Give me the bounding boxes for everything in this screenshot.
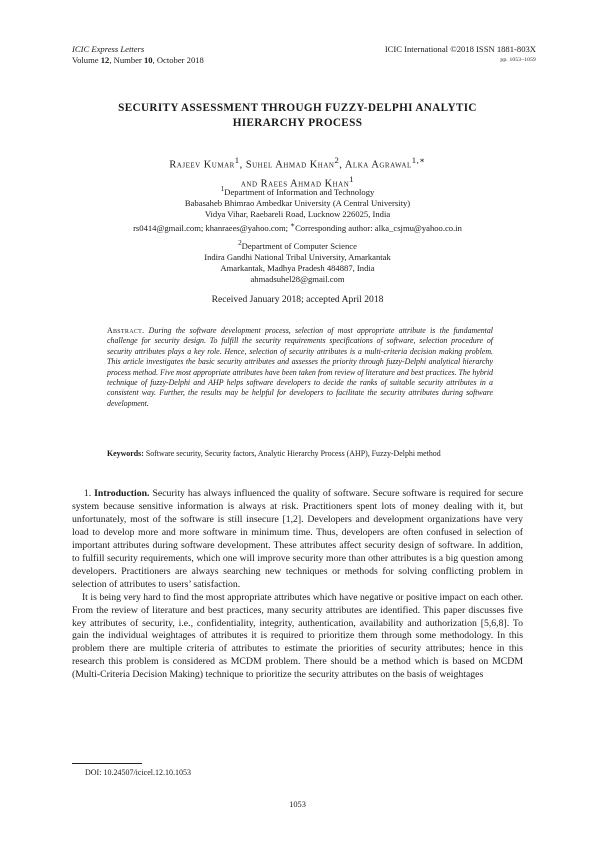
introduction-section xyxy=(72,488,523,682)
running-header-left xyxy=(72,44,204,65)
copyright-issn: ICIC International ©2018 ISSN 1881-803X xyxy=(384,44,536,54)
abstract xyxy=(107,326,493,409)
paper-title: SECURITY ASSESSMENT THROUGH FUZZY-DELPHI ANALYTIC HIERARCHY PROCESS xyxy=(118,102,477,129)
keywords-text: Software security, Security factors, Analytic Hierarchy Process (AHP), Fuzzy-Delphi method xyxy=(145,449,441,458)
author-affiliation-mark: 2 xyxy=(334,155,340,165)
address: Amarkantak, Madhya Pradesh 484887, India xyxy=(220,263,375,274)
affiliation-block: $^1$Department of Information and Technology Babasaheb Bhimrao Ambedkar University (A Central University) Vidya Vihar, Raebareli Road, Lucknow 226025, India rs0414@gmail.com; khanraees@yahoo.com; ∗Corresponding author: alka_csjmu@yahoo.co.in xyxy=(60,184,535,235)
address: Vidya Vihar, Raebareli Road, Lucknow 226025, India xyxy=(204,209,391,220)
received-date: Received January 2018; accepted April 2018 xyxy=(211,294,384,305)
corresponding-author: Corresponding author: alka_csjmu@yahoo.co.in xyxy=(295,223,462,234)
author-name: Alka Agrawal xyxy=(344,159,412,171)
volume-info: Volume 12, Number 10, October 2018 xyxy=(72,54,204,65)
author-name: Raees Ahmad Khan xyxy=(260,178,350,190)
author-email: ahmadsuhel28@gmail.com xyxy=(250,274,345,285)
author-affiliation-mark: 1 xyxy=(234,155,240,165)
paragraph: It is being very hard to find the most appropriate attributes which have negative or positive impact on each other. From the review of literature and best practices, many security attributes are identified. This paper discusses five key attributes of security, i.e., confidentiality, integrity, authentication, availability and authorization [5,6,8]. To gain the individual weightages of attributes it is required to prioritize them through some methodology. In this problem there are multiple criteria of attributes to estimate the priorities of security attributes; hence in this research this problem is considered as MCDM problem. There should be a method which is based on MCDM (Multi-Criteria Decision Making) technique to prioritize the security attributes on the basis of weightages xyxy=(72,591,524,681)
doi: DOI: 10.24507/icicel.12.10.1053 xyxy=(85,768,191,777)
section-number: 1. xyxy=(83,488,92,499)
footnote-rule xyxy=(72,763,142,764)
running-header-right xyxy=(385,44,536,65)
journal-name: ICIC Express Letters xyxy=(72,44,145,54)
volume-number: 12 xyxy=(100,54,110,65)
author-affiliation-mark: 1 xyxy=(349,174,355,185)
department: Department of Information and Technology xyxy=(224,186,375,197)
affiliation-block: $^2$Department of Computer Science Indira Gandhi National Tribal University, Amarkantak Amarkantak, Madhya Pradesh 484887, India ahmadsuhel28@gmail.com xyxy=(60,238,535,286)
section-heading: Introduction. xyxy=(94,488,150,499)
paragraph: 1. Introduction. Security has always influenced the quality of software. Secure software is required for secure system because sensitive information is always at risk. Practitioners spent lots of money dealing with it, but unfortunately, most of the software is still insecure [1,2]. Developers and development organizations have very load to develop more and more software in minimum time. Thus, developers are often confused in selection of important attributes during software development. These attributes affect security design of software. In addition, to fulfill security requirements, which one will improve security more than other attributes is a big question among developers. Practitioners are always searching new techniques or methods for solving conflicting problem in selection of attributes to users’ satisfaction. xyxy=(72,488,524,590)
author-emails: rs0414@gmail.com; khanraees@yahoo.com; xyxy=(133,223,289,234)
university: Indira Gandhi National Tribal University, Amarkantak xyxy=(204,252,391,263)
keywords xyxy=(107,449,493,460)
abstract-label: Abstract. xyxy=(107,326,145,335)
author-name: Suhel Ahmad Khan xyxy=(245,159,335,171)
abstract-text: During the software development process, selection of most appropriate attribute is the fundamental challenge for security design. To fulfill the security requirements specifications of software, selection procedure of security attributes plays a key role. Hence, selection of security attributes is a multi-criteria decision making problem. This article investigates the basic security attributes and assesses the priority through fuzzy-Delphi analytical hierarchy process method. Five most appropriate attributes have been taken from review of literature and best practices. The hybrid technique of fuzzy-Delphi and AHP helps software developers to decide the ranks of suitable security attributes in a consistent way. Further, the results may be helpful for developers to facilitate the security attributes during software development. xyxy=(107,326,493,408)
department: Department of Computer Science xyxy=(241,240,357,251)
keywords-label: Keywords: xyxy=(107,449,144,458)
page-range: pp. 1053–1059 xyxy=(500,56,536,63)
page-number: 1053 xyxy=(289,800,306,809)
university: Babasaheb Bhimrao Ambedkar University (A Central University) xyxy=(184,198,411,209)
author-conjunction: and xyxy=(240,178,258,190)
author-list: Rajeev Kumar$^1$, Suhel Ahmad Khan$^2$, Alka Agrawal$^{1,∗}$ and Raees Ahmad Khan$^1$ xyxy=(169,155,426,190)
author-affiliation-mark: 1,∗ xyxy=(411,155,426,165)
issue-number: 10 xyxy=(143,54,153,65)
author-name: Rajeev Kumar xyxy=(169,159,235,171)
